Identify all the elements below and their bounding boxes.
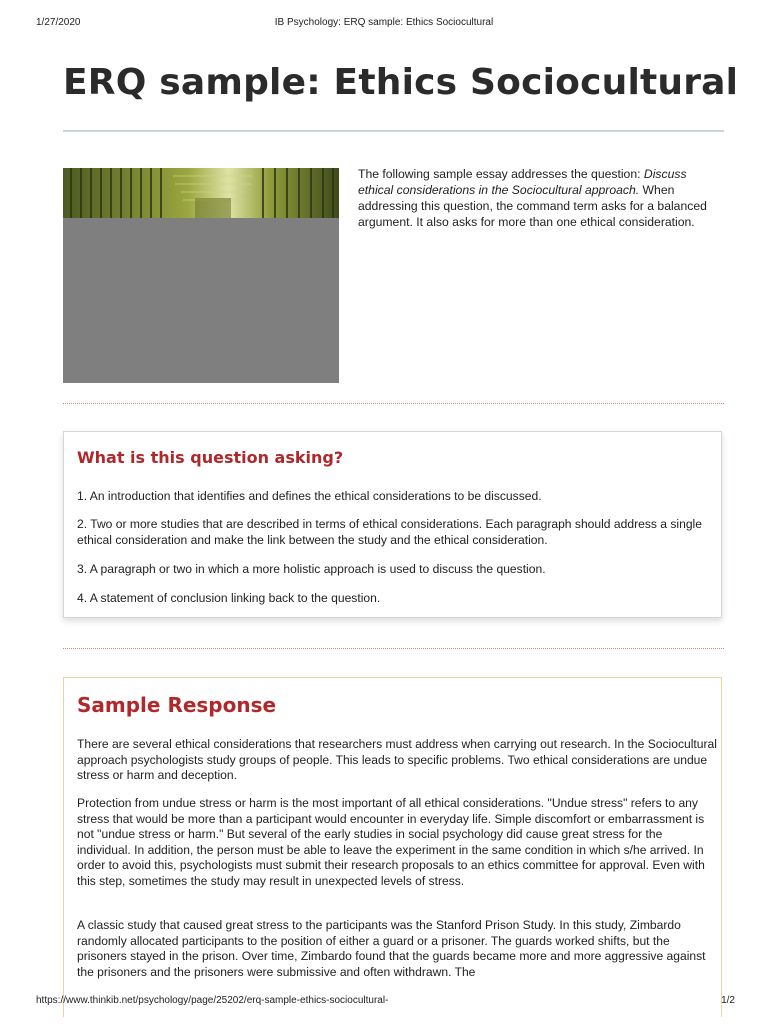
dotted-divider-top: [63, 403, 724, 404]
sample-paragraph-1: There are several ethical considerations that researchers must address when carrying out research. In the Sociocultural approach psychologists study groups of people. This leads to specific problems. Two ethical considerations are undue stress or harm and deception.: [77, 737, 717, 782]
sample-paragraph-2: Protection from undue stress or harm is the most important of all ethical considerations. "Undue stress" refers to any stress that would be more than a participant would encounter in everyday life. Simple discomfort or embarrassment is not "undue stress or harm." But several of the early studies in social psychology did cause great stress for the individual. In addition, the person must be able to leave the experiment in the same condition in which s/he arrived. In order to avoid this, psychologists must submit their research proposals to an ethics committee for approval. Even with this step, sometimes the study may result in unexpected levels of stress.: [77, 796, 705, 888]
footer-url: https://www.thinkib.net/psychology/page/25202/erq-sample-ethics-sociocultural-: [36, 995, 389, 1006]
footer-page-number: 1/2: [721, 995, 735, 1006]
intro-lead: The following sample essay addresses the question:: [358, 167, 644, 181]
intro-question: Discuss ethical considerations in the Sociocultural approach.: [358, 167, 687, 197]
question-item-4: 4. A statement of conclusion linking back to the question.: [77, 591, 381, 605]
page-title: ERQ sample: Ethics Sociocultural: [63, 62, 739, 103]
intro-tail: When addressing this question, the command term asks for a balanced argument. It also asks for more than one ethical consideration.: [358, 183, 707, 229]
title-divider: [63, 130, 724, 132]
question-box: [63, 431, 722, 618]
question-box-heading: What is this question asking?: [77, 448, 344, 467]
question-item-2: 2. Two or more studies that are described in terms of ethical considerations. Each paragraph should address a single ethical consideration and make the link between the study and the ethical consideration.: [77, 517, 702, 547]
dotted-divider-middle: [63, 648, 724, 649]
print-header-title: IB Psychology: ERQ sample: Ethics Sociocultural: [274, 17, 494, 28]
print-date: 1/27/2020: [36, 17, 81, 28]
hero-image: [63, 168, 339, 383]
question-item-1: 1. An introduction that identifies and defines the ethical considerations to be discussed.: [77, 489, 542, 503]
sample-response-box: [63, 677, 722, 1017]
intro-text: [358, 166, 723, 230]
prison-corridor-photo: [63, 168, 339, 218]
question-item-3: 3. A paragraph or two in which a more holistic approach is used to discuss the question.: [77, 562, 546, 576]
sample-paragraph-3: A classic study that caused great stress to the participants was the Stanford Prison Study. In this study, Zimbardo randomly allocated participants to the position of either a guard or a prisoner. The guards worked shifts, but the prisoners stayed in the prison. Over time, Zimbardo found that the guards became more and more aggressive against the prisoners and the prisoners were submissive and often withdrawn. The: [77, 918, 706, 979]
sample-response-heading: Sample Response: [77, 693, 277, 717]
